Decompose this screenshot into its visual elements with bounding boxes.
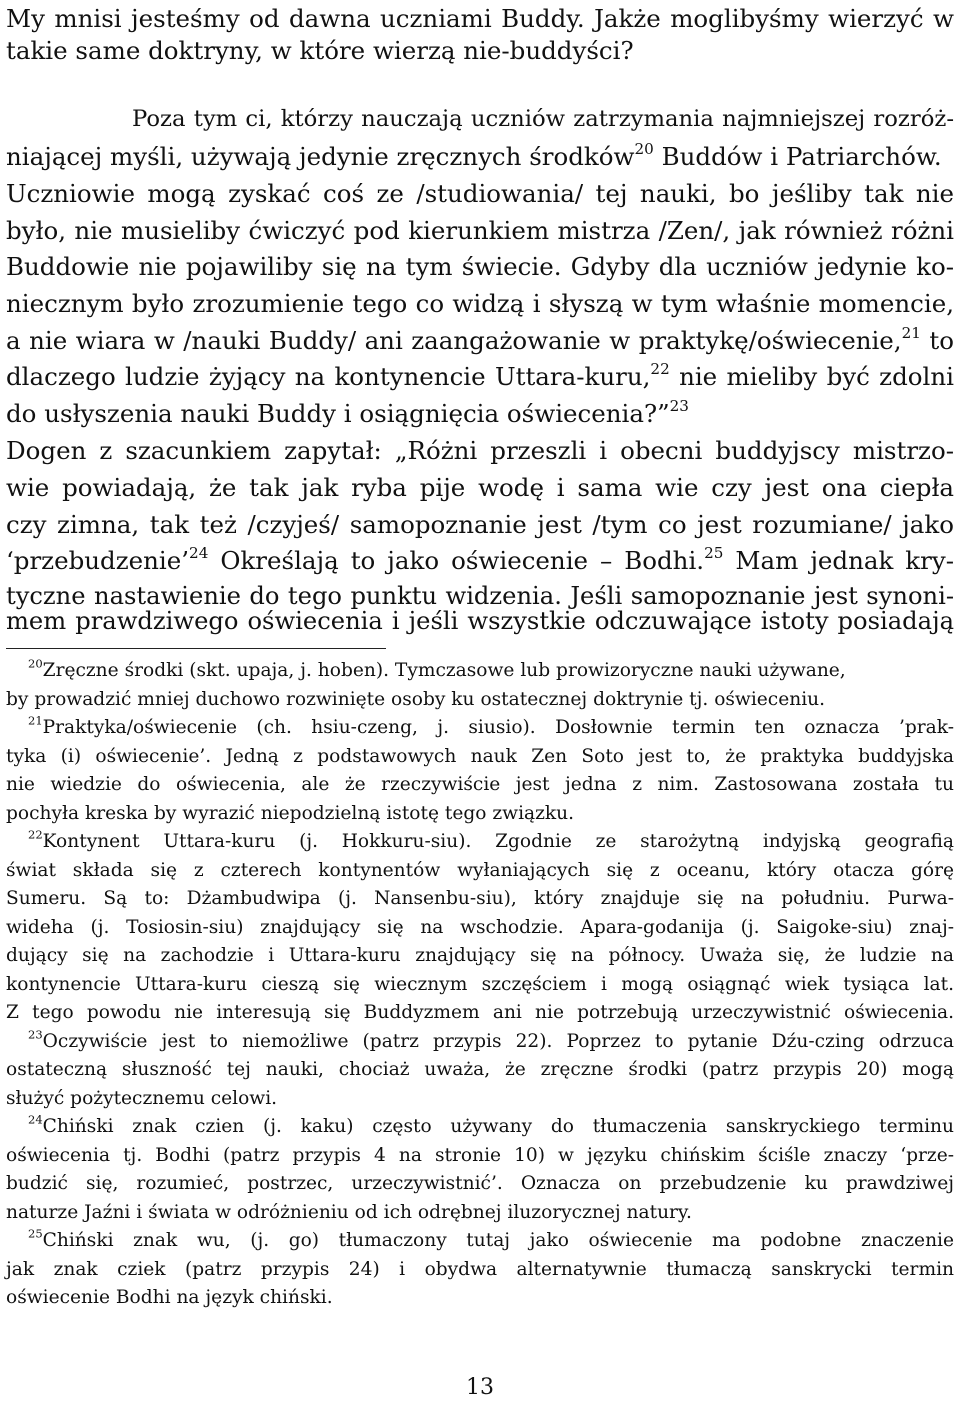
body-text: dlaczego ludzie żyjący na kontynencie Uttara-kuru,: [6, 362, 651, 391]
footnote-text: Praktyka/oświecenie (ch. hsiu-czeng, j. siusio). Dosłownie termin ten oznacza ’prak-: [42, 717, 954, 738]
footnote-text: Chiński znak wu, (j. go) tłumaczony tutaj jako oświecenie ma podobne znaczenie: [42, 1230, 954, 1251]
body-line: było, nie musieliby ćwiczyć pod kierunkiem mistrza /Zen/, jak również różni: [6, 216, 954, 245]
footnote-ref: 25: [704, 544, 724, 563]
body-text: Buddów i Patriarchów.: [653, 142, 942, 171]
footnote-line: oświecenie Bodhi na język chiński.: [6, 1287, 333, 1308]
footnote-20: [28, 657, 846, 685]
footnote-line: świat składa się z czterech kontynentów wyłaniających się z oceanu, który otacza górę: [6, 860, 954, 881]
footnote-text: Chiński znak czien (j. kaku) często używany do tłumaczenia sanskryckiego terminu: [42, 1116, 954, 1137]
footnote-line: ostateczną słuszność tej nauki, chociaż uważa, że zręczne środki (patrz przypis 20) mogą: [6, 1059, 954, 1080]
footnote-rule: [6, 648, 386, 649]
body-text: to: [920, 326, 955, 355]
footnote-25: [28, 1227, 954, 1255]
body-text: niającej myśli, używają jedynie zręcznych środków: [6, 142, 635, 171]
body-line: Buddowie nie pojawiliby się na tym świecie. Gdyby dla uczniów jedynie ko-: [6, 252, 954, 281]
body-text: Mam jednak kry-: [723, 546, 954, 575]
body-line: mem prawdziwego oświecenia i jeśli wszystkie odczuwające istoty posiadają: [6, 607, 954, 635]
footnote-ref: 23: [669, 397, 689, 416]
footnote-line: służyć pożytecznemu celowi.: [6, 1088, 278, 1109]
body-text: do usłyszenia nauki Buddy i osiągnięcia oświecenia?”: [6, 399, 670, 428]
footnote-number: 24: [28, 1112, 43, 1127]
footnote-line: oświecenia tj. Bodhi (patrz przypis 4 na stronie 10) w języku chińskim ściśle znaczy ‘prze-: [6, 1145, 954, 1166]
footnote-line: Sumeru. Są to: Dżambudwipa (j. Nansenbu-siu), który znajduje się na południu. Purwa-: [6, 888, 954, 909]
footnote-line: budzić się, rozumieć, postrzec, urzeczywistnić’. Oznacza on przebudzenie ku prawdziwej: [6, 1173, 954, 1194]
footnote-text: Oczywiście jest to niemożliwe (patrz przypis 22). Poprzez to pytanie Dźu-czing odrzuca: [42, 1031, 954, 1052]
footnote-text: Zręczne środki (skt. upaja, j. hoben). Tymczasowe lub prowizoryczne nauki używane,: [42, 660, 846, 681]
body-line: niecznym było zrozumienie tego co widzą i słyszą w tym właśnie momencie,: [6, 289, 954, 318]
footnote-line: dujący się na zachodzie i Uttara-kuru znajdujący się na północy. Uważa się, że ludzie na: [6, 945, 954, 966]
paragraph-start: Poza tym ci, którzy nauczają uczniów zatrzymania najmniejszej rozróż-: [132, 106, 954, 132]
footnote-number: 20: [28, 656, 43, 671]
body-line: takie same doktryny, w które wierzą nie-buddyści?: [6, 36, 634, 65]
body-line: Uczniowie mogą zyskać coś ze /studiowania/ tej nauki, bo jeśliby tak nie: [6, 179, 954, 208]
footnote-line: tyka (i) oświecenie’. Jedną z podstawowych nauk Zen Soto jest to, że praktyka buddyjska: [6, 746, 954, 767]
footnote-line: pochyła kreska by wyrazić niepodzielną istotę tego związku.: [6, 803, 575, 824]
body-line: [6, 358, 954, 395]
footnote-line: Z tego powodu nie interesują się Buddyzmem ani nie potrzebują urzeczywistnić oświecenia.: [6, 1002, 954, 1023]
footnote-22: [28, 828, 954, 856]
footnote-ref: 22: [650, 360, 670, 379]
body-line: tyczne nastawienie do tego punktu widzenia. Jeśli samopoznanie jest synoni-: [6, 582, 954, 610]
body-line: [6, 138, 942, 175]
footnote-line: naturze Jaźni i świata w odróżnieniu od ich odrębnej iluzorycznej natury.: [6, 1202, 692, 1223]
body-line: Dogen z szacunkiem zapytał: „Różni przeszli i obecni buddyjscy mistrzo-: [6, 436, 954, 465]
footnote-ref: 24: [189, 544, 209, 563]
body-line: My mnisi jesteśmy od dawna uczniami Buddy. Jakże moglibyśmy wierzyć w: [6, 4, 954, 33]
footnote-text: Kontynent Uttara-kuru (j. Hokkuru-siu). Zgodnie ze starożytną indyjską geografią: [42, 831, 954, 852]
body-line: [6, 395, 689, 432]
body-text: Określają to jako oświecenie – Bodhi.: [208, 546, 705, 575]
footnote-23: [28, 1028, 954, 1056]
footnote-21: [28, 714, 954, 742]
footnote-line: jak znak cziek (patrz przypis 24) i obydwa alternatywnie tłumaczą sanskrycki termin: [6, 1259, 954, 1280]
footnote-number: 23: [28, 1027, 43, 1042]
body-text: nie mieliby być zdolni: [669, 362, 954, 391]
footnote-24: [28, 1113, 954, 1141]
body-text: a nie wiara w /nauki Buddy/ ani zaangażowanie w praktykę/oświecenie,: [6, 326, 902, 355]
footnote-number: 22: [28, 827, 43, 842]
footnote-line: wideha (j. Tosiosin-siu) znajdujący się na wschodzie. Apara-godanija (j. Saigoke-siu) znaj-: [6, 917, 954, 938]
footnote-number: 21: [28, 713, 43, 728]
footnote-line: by prowadzić mniej duchowo rozwinięte osoby ku ostatecznej doktrynie tj. oświeceniu.: [6, 689, 826, 710]
body-line: [6, 322, 954, 359]
footnote-line: kontynencie Uttara-kuru cieszą się wiecznym szczęściem i mogą osiągnąć wiek tysiąca lat.: [6, 974, 954, 995]
body-line: czy zimna, tak też /czyjeś/ samopoznanie jest /tym co jest rozumiane/ jako: [6, 510, 954, 539]
page-number: 13: [466, 1375, 494, 1400]
footnote-number: 25: [28, 1226, 43, 1241]
footnote-ref: 20: [634, 140, 654, 159]
body-line: wie powiadają, że tak jak ryba pije wodę i sama wie czy jest ona ciepła: [6, 473, 954, 502]
footnote-line: nie wiedzie do oświecenia, ale że rzeczywiście jest jedna z nim. Zastosowana została tu: [6, 774, 954, 795]
body-line: [6, 542, 954, 579]
footnote-ref: 21: [901, 324, 921, 343]
body-text: ‘przebudzenie’: [6, 546, 190, 575]
